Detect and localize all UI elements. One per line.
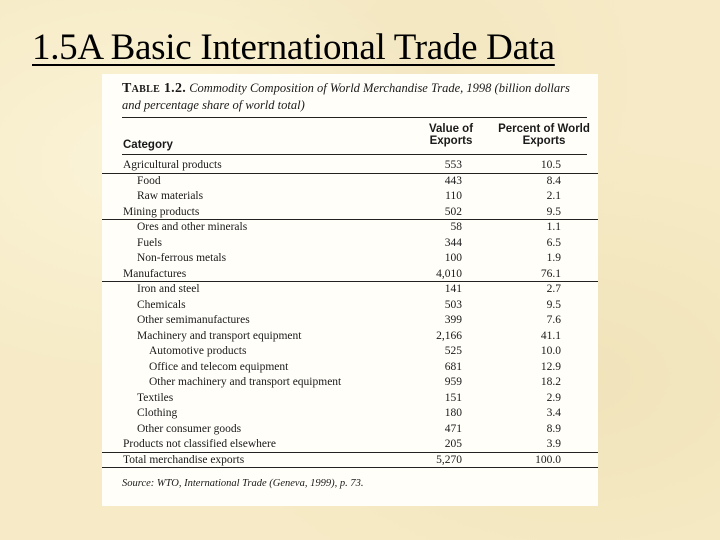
table-caption-text: Commodity Composition of World Merchandise Trade, 1998 (billion dollars and percentage share of world total) [122,81,570,112]
row-value: 525 [444,345,462,357]
row-category: Machinery and transport equipment [137,329,302,342]
table-row [102,422,598,438]
row-category: Agricultural products [123,159,222,171]
table-row [102,360,598,376]
slide-title: 1.5A Basic International Trade Data [32,27,555,68]
row-value: 502 [444,205,462,218]
table-row [102,453,598,469]
row-value: 681 [444,360,462,373]
row-percent: 9.5 [546,298,561,311]
table-row [102,220,598,236]
row-value: 151 [444,391,462,404]
header-value: Value of Exports [428,123,474,147]
table-row [102,391,598,407]
row-value: 344 [444,236,462,249]
row-percent: 8.4 [546,174,561,187]
table-source: Source: WTO, International Trade (Geneva, 1999), p. 73. [122,478,364,489]
row-category: Other consumer goods [137,422,242,435]
row-category: Mining products [123,205,200,218]
table-row [102,205,598,221]
table-body [102,158,598,468]
row-percent: 3.9 [546,438,561,450]
row-category: Office and telecom equipment [149,360,289,373]
row-value: 110 [445,190,462,202]
row-value: 180 [444,407,462,419]
table-row [102,298,598,314]
row-percent: 76.1 [540,267,561,280]
table-scan [102,74,598,506]
table-label: Table 1.2. [122,81,187,96]
top-rule [122,117,587,118]
row-category: Other machinery and transport equipment [149,376,342,388]
row-value: 503 [444,298,462,311]
row-percent: 7.6 [546,314,561,326]
table-row [102,344,598,360]
row-value: 141 [444,283,462,295]
table-row [102,437,598,453]
row-value: 5,270 [436,453,462,466]
row-category: Raw materials [137,190,204,202]
row-category: Total merchandise exports [123,453,245,466]
row-category: Ores and other minerals [137,221,248,233]
row-percent: 6.5 [546,236,561,249]
table-row [102,251,598,267]
row-percent: 8.9 [546,422,561,435]
table-row [102,236,598,252]
row-percent: 1.1 [546,221,561,233]
header-rule [122,154,587,155]
table-row [102,406,598,422]
table-row [102,189,598,205]
row-category: Fuels [137,236,162,249]
header-percent: Percent of World Exports [498,123,590,147]
row-percent: 12.9 [540,360,561,373]
row-percent: 18.2 [540,376,561,388]
table-row [102,329,598,345]
row-category: Non-ferrous metals [137,252,227,264]
row-percent: 41.1 [540,329,561,342]
row-category: Chemicals [137,298,186,311]
row-category: Textiles [137,391,174,404]
table-caption [122,80,582,113]
row-percent: 100.0 [535,453,561,466]
row-value: 443 [444,174,462,187]
row-percent: 3.4 [546,407,561,419]
row-value: 58 [450,221,462,233]
row-category: Products not classified elsewhere [123,438,276,450]
table-row [102,375,598,391]
row-percent: 2.1 [546,190,561,202]
row-percent: 2.9 [546,391,561,404]
table-row [102,174,598,190]
table-row [102,158,598,174]
row-value: 553 [444,159,462,171]
row-percent: 9.5 [546,205,561,218]
row-percent: 10.0 [540,345,561,357]
row-category: Automotive products [149,345,247,357]
table-row [102,282,598,298]
row-value: 471 [444,422,462,435]
row-category: Manufactures [123,267,187,280]
row-value: 100 [444,252,462,264]
row-percent: 1.9 [546,252,561,264]
row-value: 2,166 [436,329,462,342]
row-category: Iron and steel [137,283,200,295]
row-category: Other semimanufactures [137,314,250,326]
table-row [102,267,598,283]
header-category: Category [123,139,173,151]
row-value: 399 [444,314,462,326]
row-category: Food [137,174,161,187]
table-row [102,313,598,329]
row-percent: 2.7 [546,283,561,295]
row-category: Clothing [137,407,178,419]
row-value: 205 [444,438,462,450]
row-value: 4,010 [436,267,462,280]
row-value: 959 [444,376,462,388]
row-percent: 10.5 [540,159,561,171]
